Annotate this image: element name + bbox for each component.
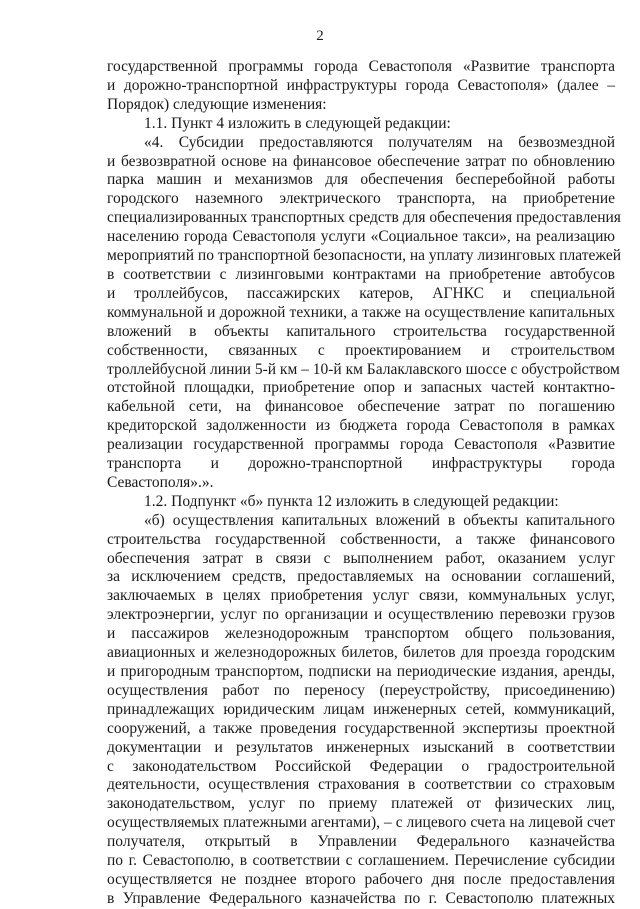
- page-number: 2: [316, 28, 324, 44]
- text-line: принадлежащих юридическим лицам инженерных сетей, коммуникаций,: [107, 700, 615, 718]
- text-line: заключаемых в целях приобретения услуг связи, коммунальных услуг,: [107, 587, 615, 605]
- text-line: с законодательством Российской Федерации о градостроительной: [107, 757, 615, 775]
- text-line: электроэнергии, услуг по организации и осуществлению перевозки грузов: [107, 606, 615, 624]
- text-line: и дорожно-транспортной инфраструктуры города Севастополя» (далее –: [107, 76, 615, 94]
- text-line: и безвозвратной основе на финансовое обеспечение затрат по обновлению: [107, 152, 615, 170]
- text-line: Севастополя».».: [107, 473, 214, 491]
- text-line: государственной программы города Севастополя «Развитие транспорта: [107, 58, 615, 75]
- text-line: реализации государственной программы города Севастополя «Развитие: [107, 436, 615, 454]
- text-line: населению города Севастополя услуги «Социальное такси», на реализацию: [107, 228, 615, 246]
- text-line: кабельной сети, на финансовое обеспечение затрат по погашению: [107, 398, 615, 416]
- text-line: получателя, открытый в Управлении Федерального казначейства: [107, 833, 615, 851]
- text-line: коммунальной и дорожной техники, а также на осуществление капитальных: [107, 303, 615, 321]
- text-line: обеспечения затрат в связи с выполнением работ, оказанием услуг: [107, 549, 615, 567]
- text-line: Порядок) следующие изменения:: [107, 95, 327, 113]
- text-line: кредиторской задолженности из бюджета города Севастополя в рамках: [107, 417, 615, 435]
- text-line: осуществляемых платежными агентами), – с лицевого счета на лицевой счет: [107, 814, 615, 832]
- text-line: 1.2. Подпункт «б» пункта 12 изложить в следующей редакции:: [144, 492, 559, 510]
- text-line: троллейбусной линии 5-й км – 10-й км Балаклавского шоссе с обустройством: [107, 360, 620, 378]
- text-line: собственности, связанных с проектированием и строительством: [107, 341, 615, 359]
- text-line: и троллейбусов, пассажирских катеров, АГНКС и специальной: [107, 284, 615, 302]
- text-line: 1.1. Пункт 4 изложить в следующей редакции:: [144, 114, 451, 132]
- text-line: и пассажиров железнодорожным транспортом общего пользования,: [107, 625, 615, 643]
- text-line: парка машин и механизмов для обеспечения бесперебойной работы: [107, 171, 615, 189]
- text-line: по г. Севастополю, в соответствии с соглашением. Перечисление субсидии: [107, 852, 615, 870]
- text-line: городского наземного электрического транспорта, на приобретение: [107, 190, 615, 208]
- text-line: сооружений, а также проведения государственной экспертизы проектной: [107, 719, 615, 737]
- text-line: специализированных транспортных средств для обеспечения предоставления: [107, 209, 621, 227]
- text-line: мероприятий по транспортной безопасности, на уплату лизинговых платежей: [107, 247, 622, 265]
- text-line: вложений в объекты капитального строительства государственной: [107, 322, 615, 340]
- body-text: [107, 58, 622, 909]
- text-line: деятельности, осуществления страхования в соответствии со страховым: [107, 776, 615, 794]
- text-line: законодательством, услуг по приему платежей от физических лиц,: [107, 795, 615, 813]
- text-line: авиационных и железнодорожных билетов, билетов для проезда городским: [107, 644, 615, 662]
- text-line: за исключением средств, предоставляемых на основании соглашений,: [107, 568, 615, 586]
- text-line: и пригородным транспортом, подписки на периодические издания, аренды,: [107, 663, 615, 680]
- text-line: «б) осуществления капитальных вложений в объекты капитального: [144, 511, 615, 529]
- text-line: документации и результатов инженерных изысканий в соответствии: [107, 738, 615, 756]
- text-line: «4. Субсидии предоставляются получателям на безвозмездной: [144, 133, 615, 151]
- text-line: транспорта и дорожно-транспортной инфраструктуры города: [107, 455, 615, 473]
- text-line: строительства государственной собственности, а также финансового: [107, 530, 615, 548]
- text-line: в соответствии с лизинговыми контрактами на приобретение автобусов: [107, 265, 615, 283]
- text-line: осуществления работ по переносу (переустройству, присоединению): [107, 681, 615, 699]
- text-line: отстойной площадки, приобретение опор и запасных частей контактно-: [107, 379, 615, 397]
- text-line: в Управление Федерального казначейства по г. Севастополю платежных: [107, 889, 615, 907]
- text-line: осуществляется не позднее второго рабочего дня после предоставления: [107, 870, 615, 888]
